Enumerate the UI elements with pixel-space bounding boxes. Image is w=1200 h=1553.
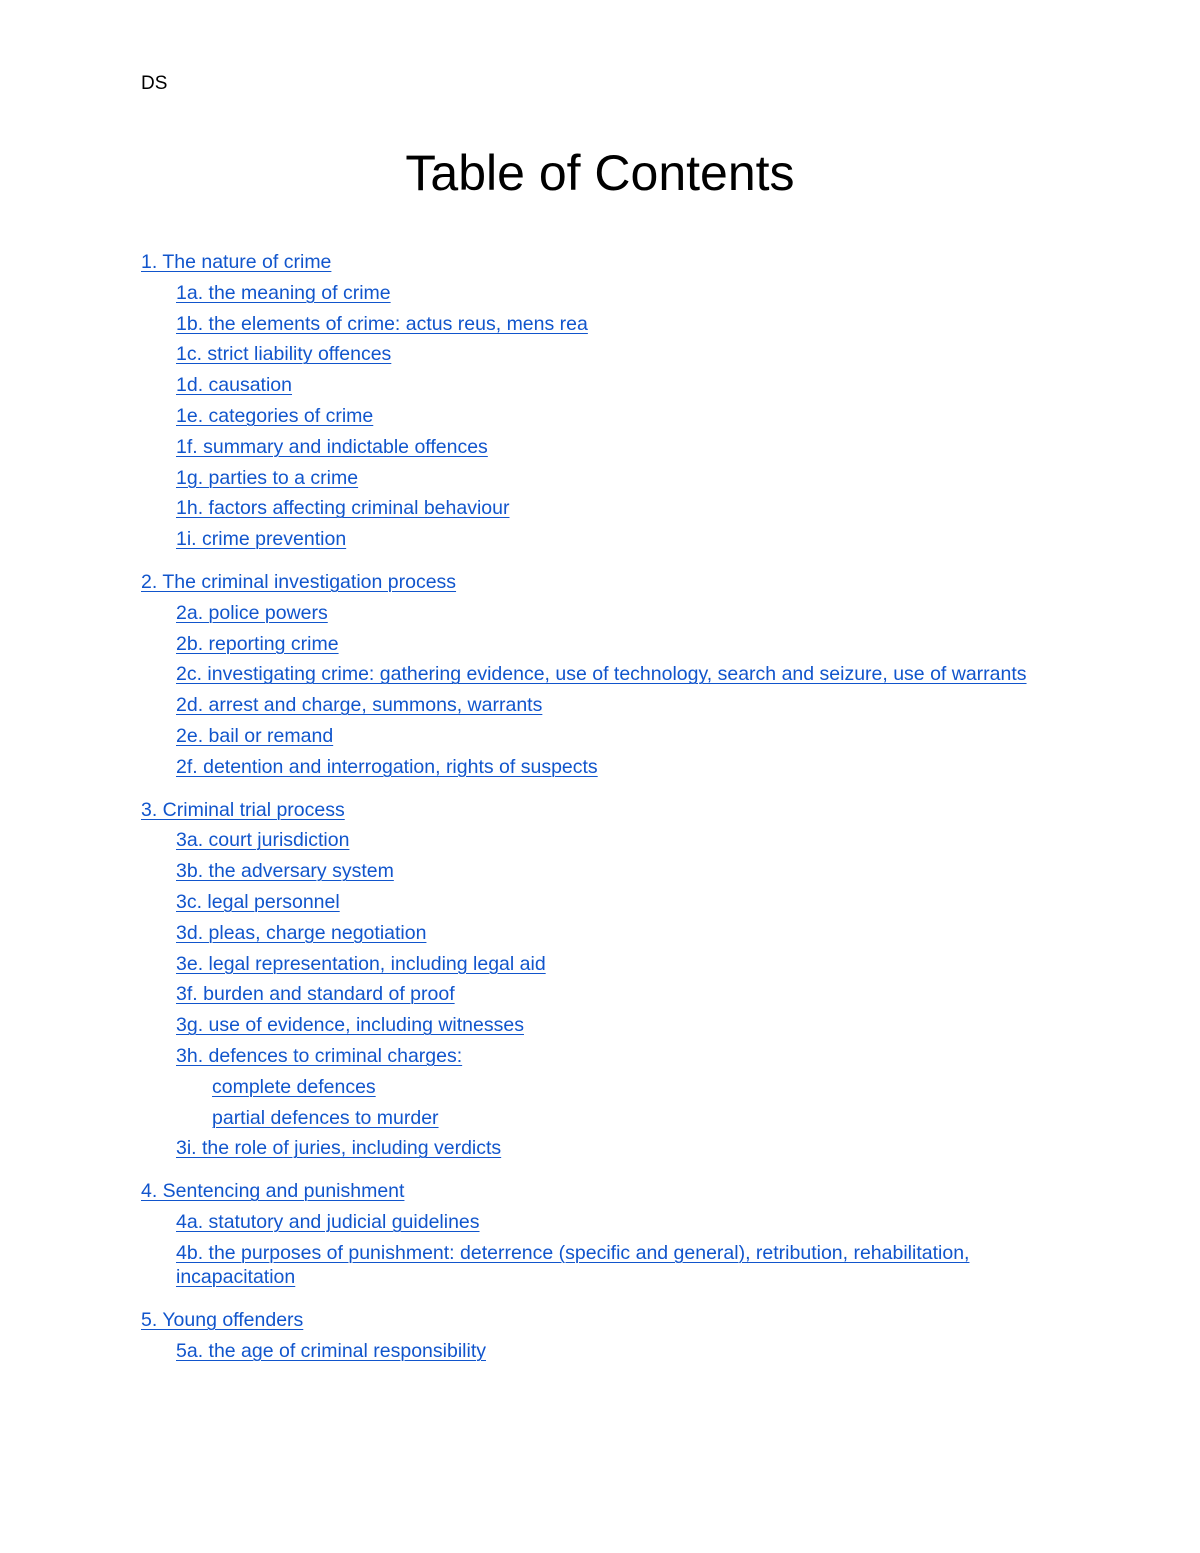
toc-link[interactable]: 3i. the role of juries, including verdicts [176, 1137, 502, 1160]
toc-link[interactable]: 2d. arrest and charge, summons, warrants [176, 694, 543, 717]
toc-link[interactable]: 1b. the elements of crime: actus reus, mens rea [176, 312, 588, 335]
toc-link[interactable]: 3a. court jurisdiction [176, 829, 350, 852]
toc-section-1 [141, 250, 1071, 558]
toc-link[interactable]: 3. Criminal trial process [141, 798, 345, 821]
toc-link[interactable]: 4. Sentencing and punishment [141, 1180, 405, 1203]
toc-link[interactable]: 1d. causation [176, 374, 293, 397]
toc-section-3 [141, 798, 1071, 1168]
toc-section-2 [141, 570, 1071, 786]
toc-link[interactable]: 2. The criminal investigation process [141, 570, 457, 593]
toc-link[interactable]: complete defences [212, 1075, 376, 1098]
header-initials: DS [141, 73, 168, 94]
toc-link[interactable]: 3d. pleas, charge negotiation [176, 921, 427, 944]
toc-link[interactable]: 1c. strict liability offences [176, 343, 392, 366]
toc-link[interactable]: 1f. summary and indictable offences [176, 435, 488, 458]
toc-link[interactable]: 2b. reporting crime [176, 632, 339, 655]
toc-link[interactable]: 2a. police powers [176, 601, 328, 624]
toc-section-5 [141, 1308, 1071, 1370]
toc-section-4 [141, 1179, 1071, 1296]
toc-link[interactable]: 1. The nature of crime [141, 251, 332, 273]
toc-link[interactable]: 5a. the age of criminal responsibility [176, 1339, 486, 1362]
toc-link[interactable]: 3e. legal representation, including legal aid [176, 952, 546, 975]
toc-link[interactable]: partial defences to murder [212, 1106, 439, 1129]
page-title: Table of Contents [405, 145, 795, 201]
toc-link[interactable]: 4b. the purposes of punishment: deterrence (specific and general), retribution, rehabilitation, incapacitation [176, 1241, 970, 1289]
toc-link[interactable]: 1g. parties to a crime [176, 466, 359, 489]
toc-link[interactable]: 1a. the meaning of crime [176, 281, 391, 304]
toc-link[interactable]: 3g. use of evidence, including witnesses [176, 1014, 524, 1037]
toc-link[interactable]: 3c. legal personnel [176, 890, 340, 913]
table-of-contents [141, 250, 1071, 1382]
toc-link[interactable]: 3b. the adversary system [176, 860, 394, 883]
toc-link[interactable]: 5. Young offenders [141, 1309, 304, 1331]
toc-link[interactable]: 2c. investigating crime: gathering evidence, use of technology, search and seizure, use of warrants [176, 663, 1027, 686]
toc-link[interactable]: 3f. burden and standard of proof [176, 983, 455, 1006]
toc-link[interactable]: 2f. detention and interrogation, rights of suspects [176, 755, 598, 778]
toc-link[interactable]: 1e. categories of crime [176, 404, 374, 427]
toc-link[interactable]: 2e. bail or remand [176, 724, 334, 747]
toc-link[interactable]: 3h. defences to criminal charges: [176, 1044, 463, 1067]
toc-link[interactable]: 1i. crime prevention [176, 528, 347, 551]
toc-link[interactable]: 4a. statutory and judicial guidelines [176, 1210, 480, 1233]
toc-link[interactable]: 1h. factors affecting criminal behaviour [176, 497, 510, 520]
